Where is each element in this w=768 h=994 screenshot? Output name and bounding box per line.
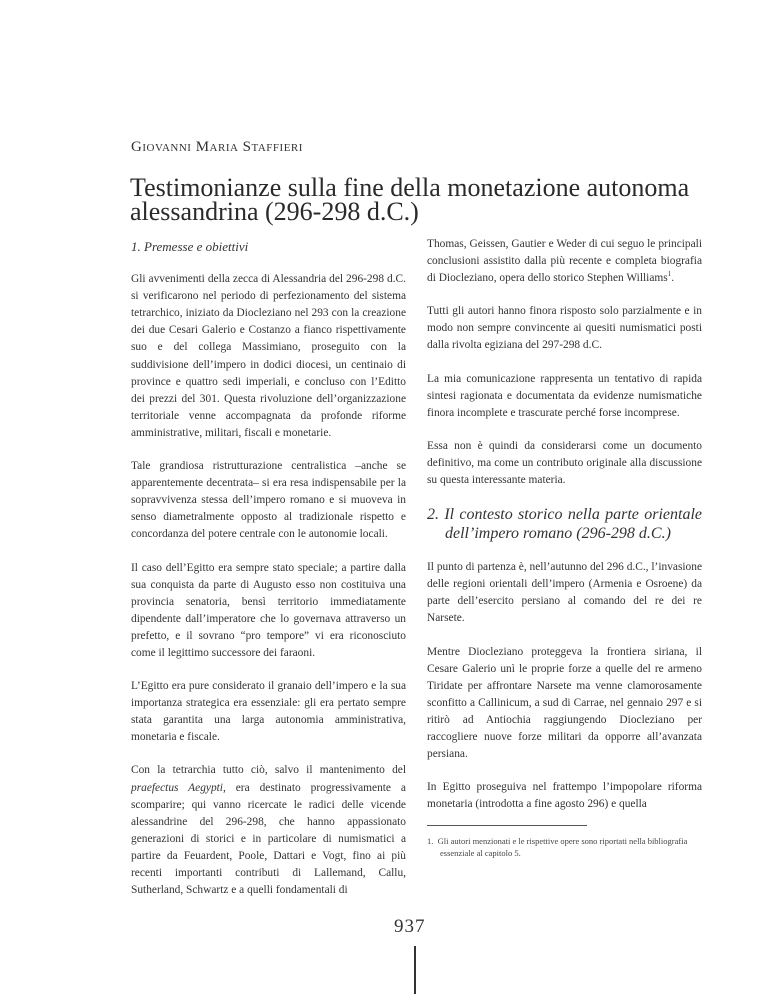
article-title: Testimonianze sulla fine della monetazione autonoma alessandrina (296-298 d.C.) [130, 173, 690, 226]
page-number: 937 [394, 916, 426, 937]
paragraph: In Egitto proseguiva nel frattempo l’impopolare riforma monetaria (introdotta a fine agosto 296) e quella [427, 781, 702, 811]
section-heading-2: 2. Il contesto storico nella parte orientale dell’impero romano (296-298 d.C.) [427, 506, 702, 543]
footnote [427, 835, 720, 859]
paragraph [427, 236, 702, 287]
paragraph: La mia comunicazione rappresenta un tentativo di rapida sintesi ragionata e documentata da evidenze numismatiche finora incomplete e trascurate perché forse incomprese. [427, 372, 702, 419]
paragraph-text: Con la tetrarchia tutto ciò, salvo il mantenimento del [131, 764, 406, 777]
paragraph-text: , era destinato progressivamente a scomparire; qui vanno ricercate le radici delle vicende alessandrine del 296-298, che hanno appassionato generazioni di storici e in particolare di numismatici a partire da Feuardent, Poole, Dattari e Vogt, fino ai più recenti importanti contributi di Lallemand, Callu, Sutherland, Schwartz e a quelli fondamentali di [131, 781, 406, 897]
paragraph: Tale grandiosa ristrutturazione centralistica –anche se apparentemente decentrata– si era resa indispensabile per la sopravvivenza stessa dell’impero romano e si muoveva in senso diametralmente opposto al tradizionale rispetto e concordanza del potere centrale con le autonomie locali. [131, 460, 406, 541]
paragraph-text: Thomas, Geissen, Gautier e Weder di cui seguo le principali conclusioni assistito dalla più recente e completa biografia di Diocleziano, opera dello storico Stephen Williams [427, 238, 702, 285]
paragraph: Tutti gli autori hanno finora risposto solo parzialmente e in modo non sempre convincente ai quesiti numismatici posti dalla rivolta egiziana del 297-298 d.C. [427, 305, 702, 352]
paragraph: Il caso dell’Egitto era sempre stato speciale; a partire dalla sua conquista da parte di Augusto esso non costituiva una provincia senatoria, bensì territorio immediatamente dipendente dall’imperatore che lo governava attraverso un prefetto, e il sovrano “pro tempore” vi era riconosciuto come il legittimo successore dei faraoni. [131, 561, 406, 659]
paragraph: Essa non è quindi da considerarsi come un documento definitivo, ma come un contributo originale alla discussione su questa interessante materia. [427, 439, 702, 487]
italic-term: praefectus Aegypti [131, 781, 223, 794]
paragraph-end: . [671, 272, 675, 285]
footnote-number: 1. [427, 836, 434, 846]
paragraph: L’Egitto era pure considerato il granaio dell’impero e la sua importanza strategica era essenziale: gli era pertato sempre stata garantita una larga autonomia amministrativa, monetaria e fiscale. [131, 680, 406, 744]
footnote-divider [427, 825, 587, 826]
footnote-ref[interactable]: 1 [667, 270, 672, 279]
paragraph: Gli avvenimenti della zecca di Alessandria del 296-298 d.C. si verificarono nel periodo di perfezionamento del sistema tetrarchico, iniziato da Diocleziano nel 293 con la creazione dei due Cesari Galerio e Costanzo a fianco rispettivamente suo e del collega Massimiano, proseguito con la suddivisione dell’impero in dodici diocesi, un centinaio di province e quattro sedi imperiali, e concluso con l’Editto dei prezzi del 301. Questa rivoluzione dell’organizzazione territoriale venne accompagnata da profonde riforme amministrative, militari, fiscali e monetarie. [131, 273, 406, 439]
paragraph [131, 762, 406, 899]
paragraph: Mentre Diocleziano proteggeva la frontiera siriana, il Cesare Galerio unì le proprie forze a quelle del re armeno Tiridate per affrontare Narsete ma venne clamorosamente sconfitto a Callinicum, a sud di Carrae, nel gennaio 297 e si ritirò ad Antiochia raggiungendo Diocleziano per raccogliere nuove forze militari da opporre all’avanzata persiana. [427, 645, 702, 761]
paragraph: Il punto di partenza è, nell’autunno del 296 d.C., l’invasione delle regioni orientali dell’impero (Armenia e Osroene) da parte dell’esercito persiano al comando del re dei re Narsete. [427, 561, 702, 625]
author-name: Giovanni Maria Staffieri [131, 139, 303, 155]
right-column [427, 236, 702, 813]
page-rule [414, 946, 416, 994]
section-heading-1: 1. Premesse e obiettivi [131, 239, 249, 254]
left-column [131, 238, 406, 899]
footnote-text: Gli autori menzionati e le rispettive opere sono riportati nella bibliografia essenziale al capitolo 5. [437, 836, 688, 858]
